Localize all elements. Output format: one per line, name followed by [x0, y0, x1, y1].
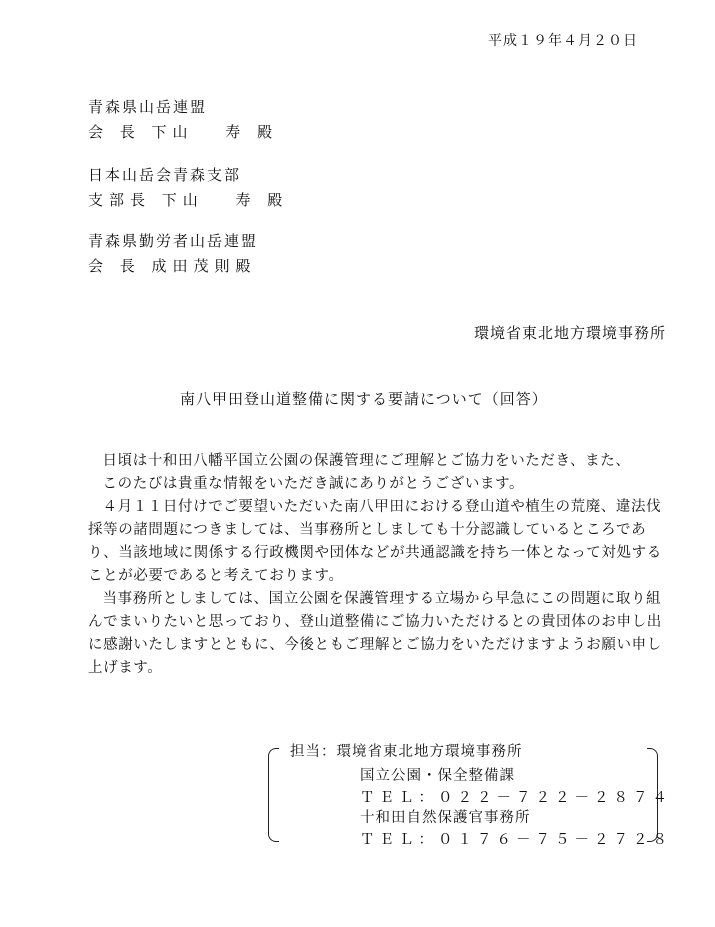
contact-bracket-left: [268, 748, 279, 842]
recipient-2-org: 日本山岳会青森支部: [88, 166, 242, 184]
contact-person: 担当：環境省東北地方環境事務所: [290, 744, 523, 760]
contact-dept-1: 国立公園・保全整備課: [360, 768, 515, 784]
recipient-2-name: 支部長 下山 寿 殿: [88, 191, 289, 209]
contact-dept-2: 十和田自然保護官事務所: [360, 810, 531, 826]
recipient-1-name: 会 長 下山 寿 殿: [88, 123, 279, 141]
body-paragraph-1-line-2: このたびは貴重な情報をいただき誠にありがとうございます。: [102, 476, 525, 492]
contact-tel-2: ＴＥＬ：０１７６－７５－２７２８: [360, 832, 672, 848]
letter-date: 平成１９年４月２０日: [488, 33, 638, 49]
recipient-3-org: 青森県勤労者山岳連盟: [88, 232, 259, 250]
sender-office: 環境省東北地方環境事務所: [474, 324, 667, 342]
body-paragraph-1-line-1: 日頃は十和田八幡平国立公園の保護管理にご理解とご協力をいただき、また、: [102, 453, 631, 469]
body-paragraph-3: 当事務所としましては、国立公園を保護管理する立場から早急にこの問題に取り組んでまいりたいと思っており、登山道整備にご協力いただけるとの貴団体のお申し出に感謝いたしますとともに、今後ともご理解とご協力をいただけますようお願い申し上げます。: [88, 591, 662, 676]
body-paragraph-1: [88, 450, 673, 496]
body-paragraph-2: ４月１１日付けでご要望いただいた南八甲田における登山道や植生の荒廃、違法伐採等の諸問題につきましては、当事務所としましても十分認識しているところであり、当該地域に関係する行政機関や団体などが共通認識を持ち一体となって対処することが必要であると考えております。: [88, 499, 662, 584]
contact-box: [268, 740, 672, 850]
recipient-1-org: 青森県山岳連盟: [88, 98, 208, 116]
recipient-3-name: 会 長 成田茂則殿: [88, 257, 257, 275]
letter-subject: 南八甲田登山道整備に関する要請について（回答）: [180, 390, 548, 408]
contact-tel-1: ＴＥＬ：０２２－７２２－２８７４: [360, 790, 672, 806]
